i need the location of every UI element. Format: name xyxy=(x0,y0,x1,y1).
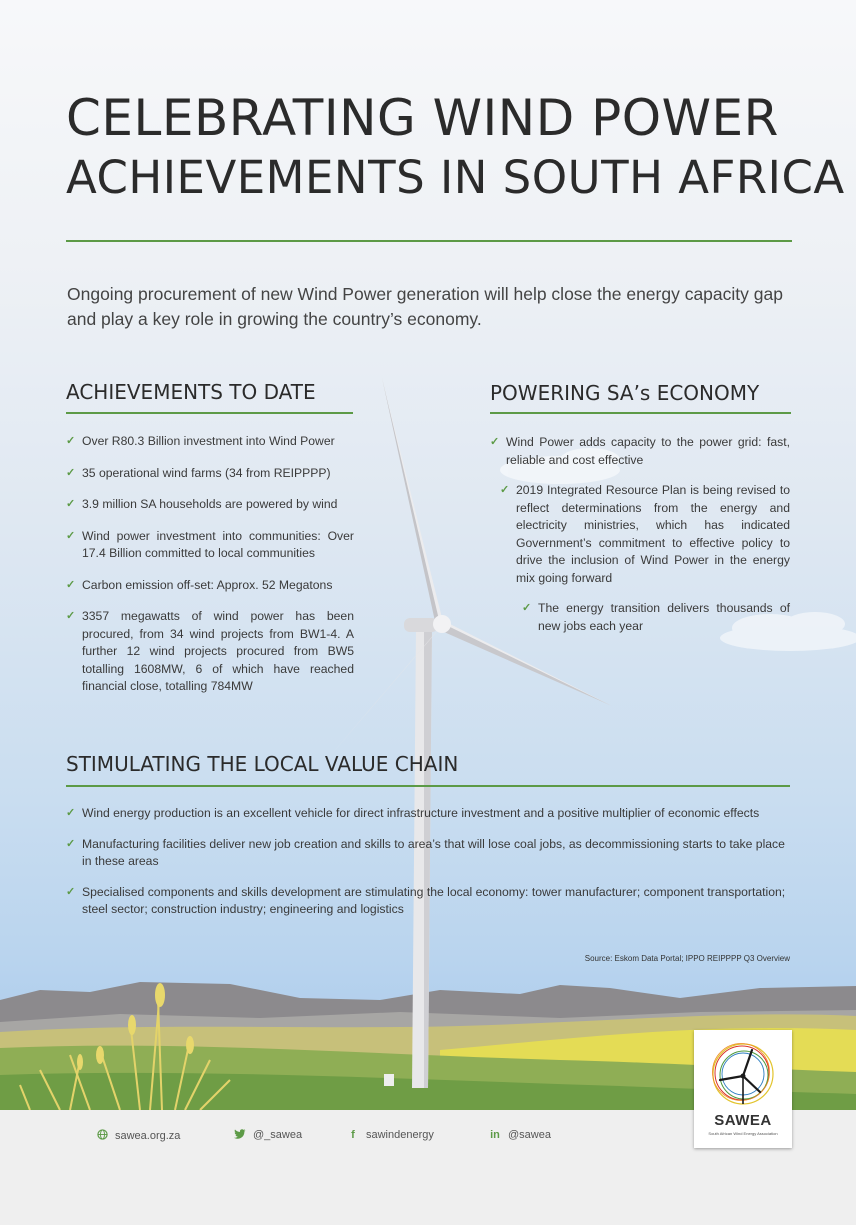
list-item: ✓ The energy transition delivers thousands of new jobs each year xyxy=(522,601,790,633)
logo-name: SAWEA xyxy=(714,1112,772,1129)
logo-tagline: South African Wind Energy Association xyxy=(708,1131,778,1136)
check-icon: ✓ xyxy=(66,885,76,898)
economy-list xyxy=(490,434,790,648)
facebook-icon: f xyxy=(351,1129,355,1141)
check-icon: ✓ xyxy=(66,529,76,542)
achievements-heading: ACHIEVEMENTS TO DATE xyxy=(66,380,316,404)
check-icon: ✓ xyxy=(500,484,510,496)
economy-divider xyxy=(490,412,791,414)
achievements-divider xyxy=(66,412,353,414)
list-item: ✓ 2019 Integrated Resource Plan is being revised to reflect determinations from the energy and electricity ministries, which has indicated Government’s commitment to effective policy to drive the inclusion of Wind Power in the energy mix going forward xyxy=(500,483,790,585)
source-note: Source: Eskom Data Portal; IPPO REIPPPP Q3 Overview xyxy=(584,954,790,963)
list-item: ✓ Wind Power adds capacity to the power grid: fast, reliable and cost effective xyxy=(490,435,790,467)
check-icon: ✓ xyxy=(490,436,500,448)
footer-facebook[interactable]: f sawindenergy xyxy=(346,1129,434,1141)
achievements-list xyxy=(66,433,354,710)
list-item: ✓ Wind energy production is an excellent vehicle for direct infrastructure investment and a positive multiplier of economic effects xyxy=(66,805,792,823)
sawea-logo xyxy=(694,1030,792,1148)
list-item: ✓ Specialised components and skills development are stimulating the local economy: tower manufacturer; component transportation; steel sector; construction industry; engineering and logistics xyxy=(66,884,786,916)
linkedin-icon: in xyxy=(490,1129,500,1141)
check-icon: ✓ xyxy=(66,837,76,850)
sawea-logo-mark xyxy=(694,1030,792,1110)
footer-twitter[interactable]: @_sawea xyxy=(233,1129,302,1141)
check-icon: ✓ xyxy=(66,498,76,510)
check-icon: ✓ xyxy=(66,578,76,591)
list-item: ✓ 3.9 million SA households are powered by wind xyxy=(66,496,354,514)
globe-icon xyxy=(95,1129,109,1142)
title-line-2: ACHIEVEMENTS IN SOUTH AFRICA xyxy=(66,151,845,204)
page-title xyxy=(66,88,845,208)
list-item: ✓ Wind power investment into communities: Over 17.4 Billion committed to local communities xyxy=(66,528,354,560)
list-item: ✓ 35 operational wind farms (34 from REIPPPP) xyxy=(66,465,354,483)
list-item: ✓ Manufacturing facilities deliver new job creation and skills to area’s that will lose coal jobs, as decommissioning starts to take place in these areas xyxy=(66,836,785,868)
title-line-1: CELEBRATING WIND POWER xyxy=(66,89,779,147)
footer-website[interactable]: sawea.org.za xyxy=(95,1129,180,1142)
check-icon: ✓ xyxy=(522,602,532,614)
title-divider xyxy=(66,240,792,242)
footer-linkedin[interactable]: in @sawea xyxy=(488,1129,551,1141)
list-item: ✓ Carbon emission off-set: Approx. 52 Megatons xyxy=(66,577,354,595)
value-chain-list xyxy=(66,805,792,932)
twitter-icon xyxy=(233,1129,247,1141)
check-icon: ✓ xyxy=(66,435,76,447)
list-item: ✓ Over R80.3 Billion investment into Wind Power xyxy=(66,433,354,451)
value-chain-divider xyxy=(66,785,790,787)
check-icon: ✓ xyxy=(66,610,76,622)
intro-text: Ongoing procurement of new Wind Power generation will help close the energy capacity gap and play a key role in growing the country’s economy. xyxy=(67,284,783,329)
economy-heading: POWERING SA’s ECONOMY xyxy=(490,381,760,405)
list-item: ✓ 3357 megawatts of wind power has been procured, from 34 wind projects from BW1-4. A further 12 wind projects procured from BW5 totalling 1608MW, 6 of which have reached financial close, totalling 784MW xyxy=(66,609,354,693)
check-icon: ✓ xyxy=(66,466,76,479)
value-chain-heading: STIMULATING THE LOCAL VALUE CHAIN xyxy=(66,752,459,776)
check-icon: ✓ xyxy=(66,807,76,819)
